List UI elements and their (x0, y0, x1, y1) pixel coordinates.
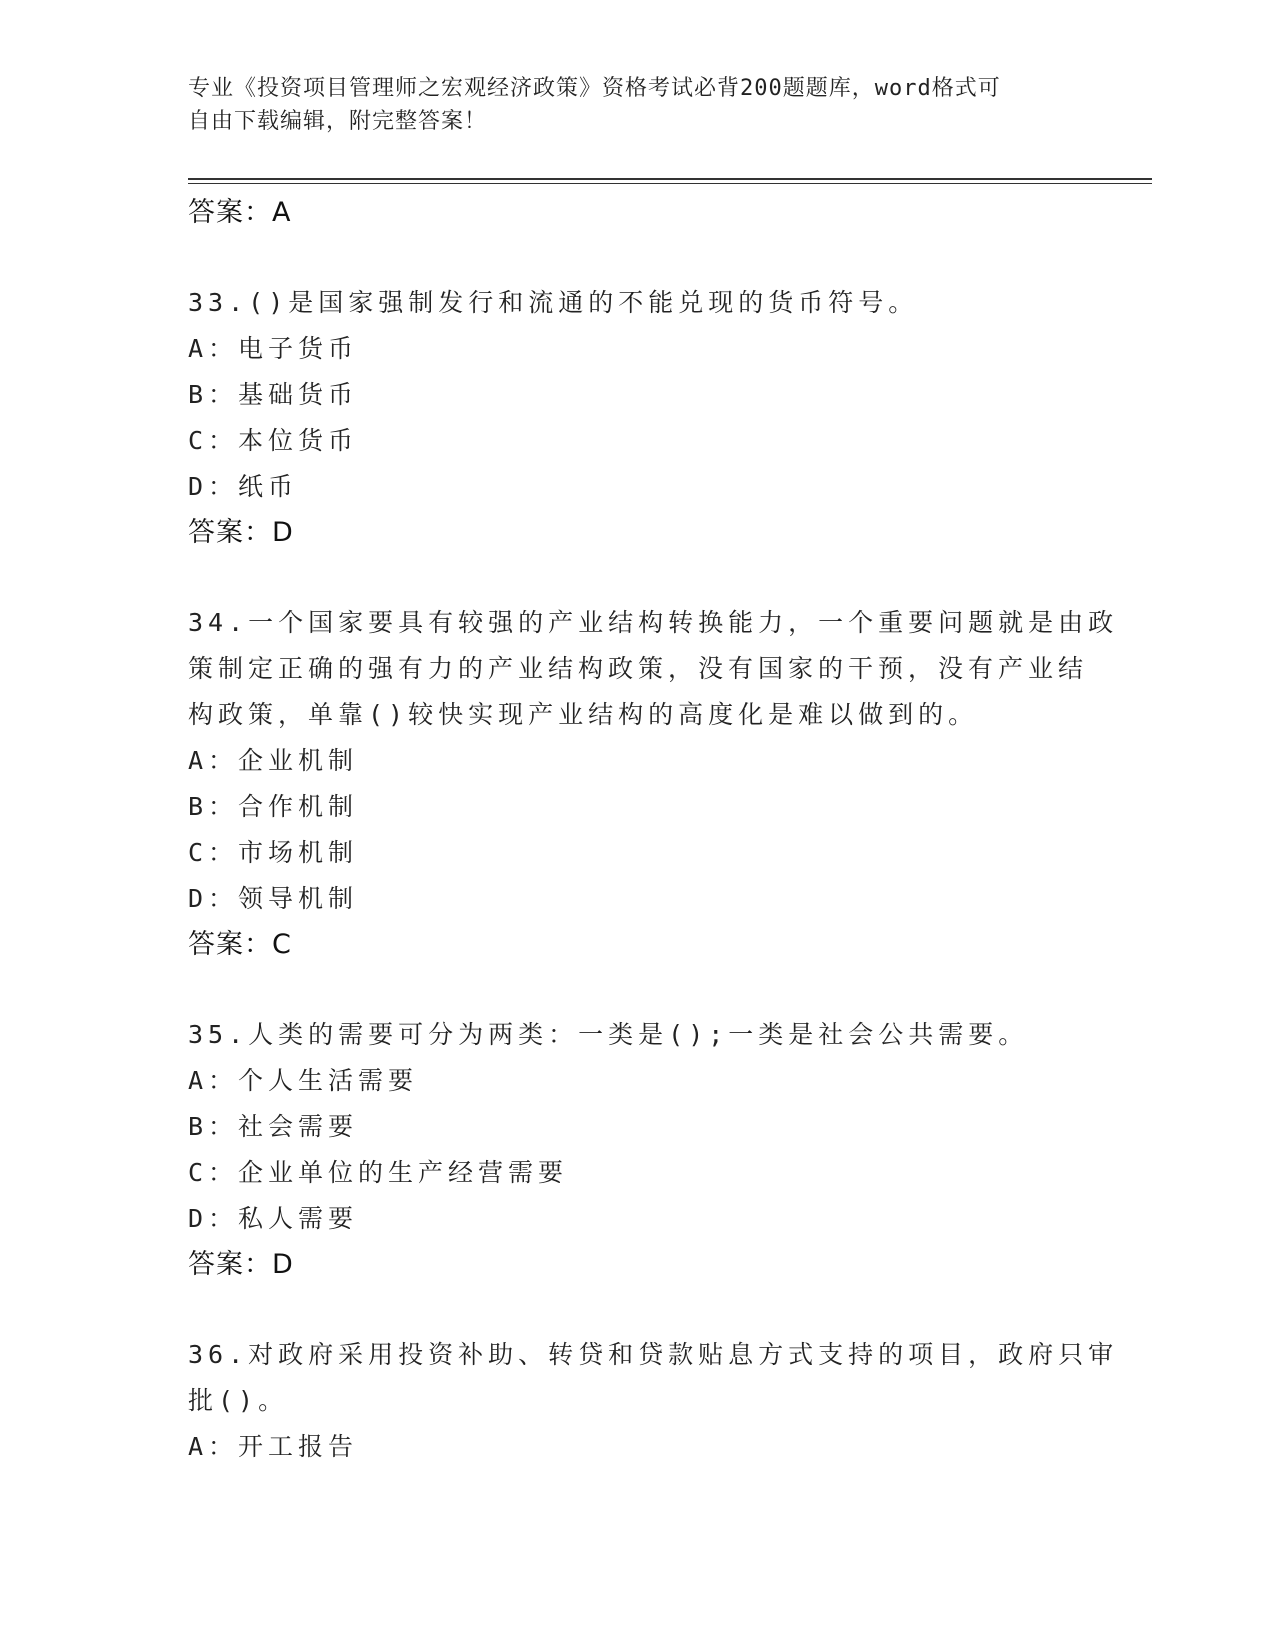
question-text: 35.人类的需要可分为两类：一类是();一类是社会公共需要。 (188, 1020, 1029, 1049)
option-d: D：私人需要 (188, 1204, 359, 1233)
option-b: B：基础货币 (188, 380, 359, 409)
header-line-2: 自由下载编辑，附完整答案！ (188, 109, 488, 134)
document-header (188, 72, 1088, 138)
option-a: A：企业机制 (188, 746, 359, 775)
question-list (188, 190, 1119, 1470)
header-divider-thin (188, 183, 1152, 184)
option-b: B：社会需要 (188, 1112, 359, 1141)
option-b: B：合作机制 (188, 792, 359, 821)
question-35 (188, 1012, 1088, 1288)
option-d: D：纸币 (188, 472, 299, 501)
option-c: C：市场机制 (188, 838, 359, 867)
option-c: C：本位货币 (188, 426, 359, 455)
question-text: 策制定正确的强有力的产业结构政策，没有国家的干预，没有产业结 (188, 654, 1089, 683)
previous-answer: 答案：A (188, 197, 292, 228)
answer: 答案：C (188, 929, 292, 960)
option-d: D：领导机制 (188, 884, 359, 913)
question-text: 构政策，单靠()较快实现产业结构的高度化是难以做到的。 (188, 700, 979, 729)
question-33 (188, 280, 1088, 556)
option-a: A：电子货币 (188, 334, 359, 363)
question-34 (188, 600, 1119, 968)
answer: 答案：D (188, 517, 294, 548)
question-36 (188, 1332, 1119, 1470)
header-divider-thick (188, 178, 1152, 180)
question-text: 34.一个国家要具有较强的产业结构转换能力，一个重要问题就是由政 (188, 608, 1119, 637)
question-text: 批()。 (188, 1386, 289, 1415)
option-a: A：开工报告 (188, 1432, 359, 1461)
answer: 答案：D (188, 1249, 294, 1280)
header-line-1: 专业《投资项目管理师之宏观经济政策》资格考试必背200题题库，word格式可 (188, 76, 1001, 101)
question-text: 33.()是国家强制发行和流通的不能兑现的货币符号。 (188, 288, 919, 317)
question-text: 36.对政府采用投资补助、转贷和贷款贴息方式支持的项目，政府只审 (188, 1340, 1119, 1369)
option-a: A：个人生活需要 (188, 1066, 419, 1095)
option-c: C：企业单位的生产经营需要 (188, 1158, 569, 1187)
